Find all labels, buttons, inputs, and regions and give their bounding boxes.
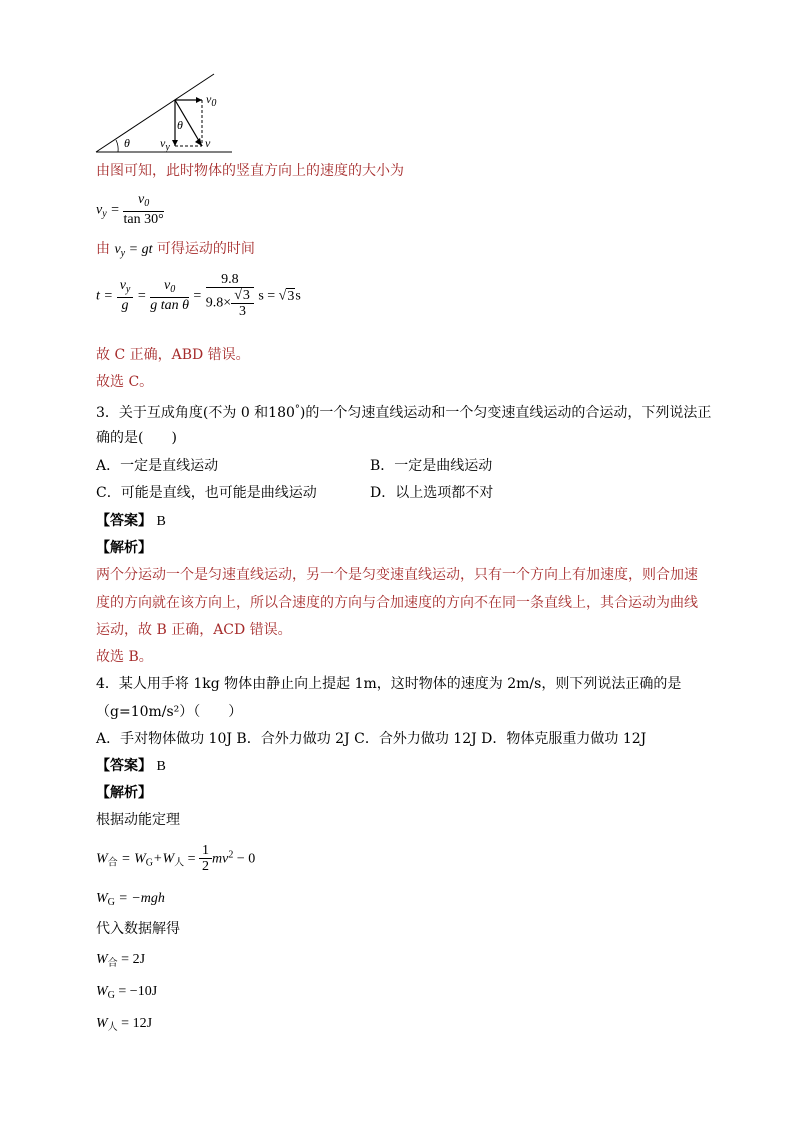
q4-options: A．手对物体做功 10J B．合外力做功 2J C．合外力做功 12J D．物体克服重力做功 12J <box>96 731 647 747</box>
q4-analysis-label: 【解析】 <box>96 785 152 801</box>
equation-time: t = $\frac{v_y}{g}$ = $\frac{v_0}{\text{g tan θ}}$ = 9.8 9.8× $\frac{√3}{3}$ s = √3s <box>96 272 301 319</box>
q4-answer: 【答案】 B <box>96 758 166 774</box>
q3-analysis-line-3: 运动，故 B 正确，ACD 错误。 <box>96 622 292 638</box>
label-theta-inner: θ <box>177 118 183 132</box>
q3-option-d: D．以上选项都不对 <box>370 485 494 501</box>
q4-line-2: 代入数据解得 <box>96 921 180 937</box>
q4-equation-kinetic: $W_合 = W_G+W_人$ = $\frac{1}{2}$ $mv^2 - 0$ <box>96 843 256 874</box>
q3-option-c: C．可能是直线，也可能是曲线运动 <box>96 485 317 501</box>
q4-result-gravity: $W_G = -10J$ <box>96 984 158 1001</box>
solution-line-2: 由 $v_y$ = gt 可得运动的时间 <box>96 241 255 259</box>
label-v0: $v_0$ <box>206 92 217 109</box>
q4-stem-line-2: （g=10m/s²）（ ） <box>96 704 243 720</box>
incline-line <box>96 74 217 152</box>
velocity-diagram <box>92 70 242 156</box>
q3-analysis-label: 【解析】 <box>96 540 152 556</box>
solution-conclusion: 故 C 正确，ABD 错误。 <box>96 347 250 363</box>
q4-line-1: 根据动能定理 <box>96 812 180 828</box>
q3-choice: 故选 B。 <box>96 649 153 665</box>
solution-choice: 故选 C。 <box>96 374 154 390</box>
q3-answer: 【答案】 B <box>96 513 166 529</box>
q4-result-person: $W_人 = 12J$ <box>96 1016 153 1033</box>
q3-analysis-line-1: 两个分运动一个是匀速直线运动，另一个是匀变速直线运动，只有一个方向上有加速度，则合加速 <box>96 567 698 583</box>
q4-stem-line-1: 4．某人用手将 1kg 物体由静止向上提起 1m，这时物体的速度为 2m/s，则下列说法正确的是 <box>96 676 682 692</box>
angle-arc <box>116 140 118 152</box>
label-vy: $v_y$ <box>160 136 170 153</box>
q3-option-b: B．一定是曲线运动 <box>370 458 493 474</box>
q3-option-a: A．一定是直线运动 <box>96 458 219 474</box>
label-v: v <box>205 136 211 150</box>
equation-vy: $v_y$ = $\frac{v_0}{\tan 30^\circ}$ <box>96 192 164 227</box>
q4-result-total: $W_合 = 2J$ <box>96 952 146 969</box>
q3-stem-line-1: 3．关于互成角度(不为 0 和180°)的一个匀速直线运动和一个匀变速直线运动的合运动，下列说法正 <box>96 404 712 421</box>
label-theta-base: θ <box>124 136 130 150</box>
q4-equation-gravity: $W_G = -mgh$ <box>96 891 165 908</box>
solution-line-1: 由图可知，此时物体的竖直方向上的速度的大小为 <box>96 163 404 179</box>
q3-stem-line-2: 确的是( ) <box>96 430 177 446</box>
q3-analysis-line-2: 度的方向就在该方向上，所以合速度的方向与合加速度的方向不在同一条直线上，其合运动为曲线 <box>96 595 698 611</box>
